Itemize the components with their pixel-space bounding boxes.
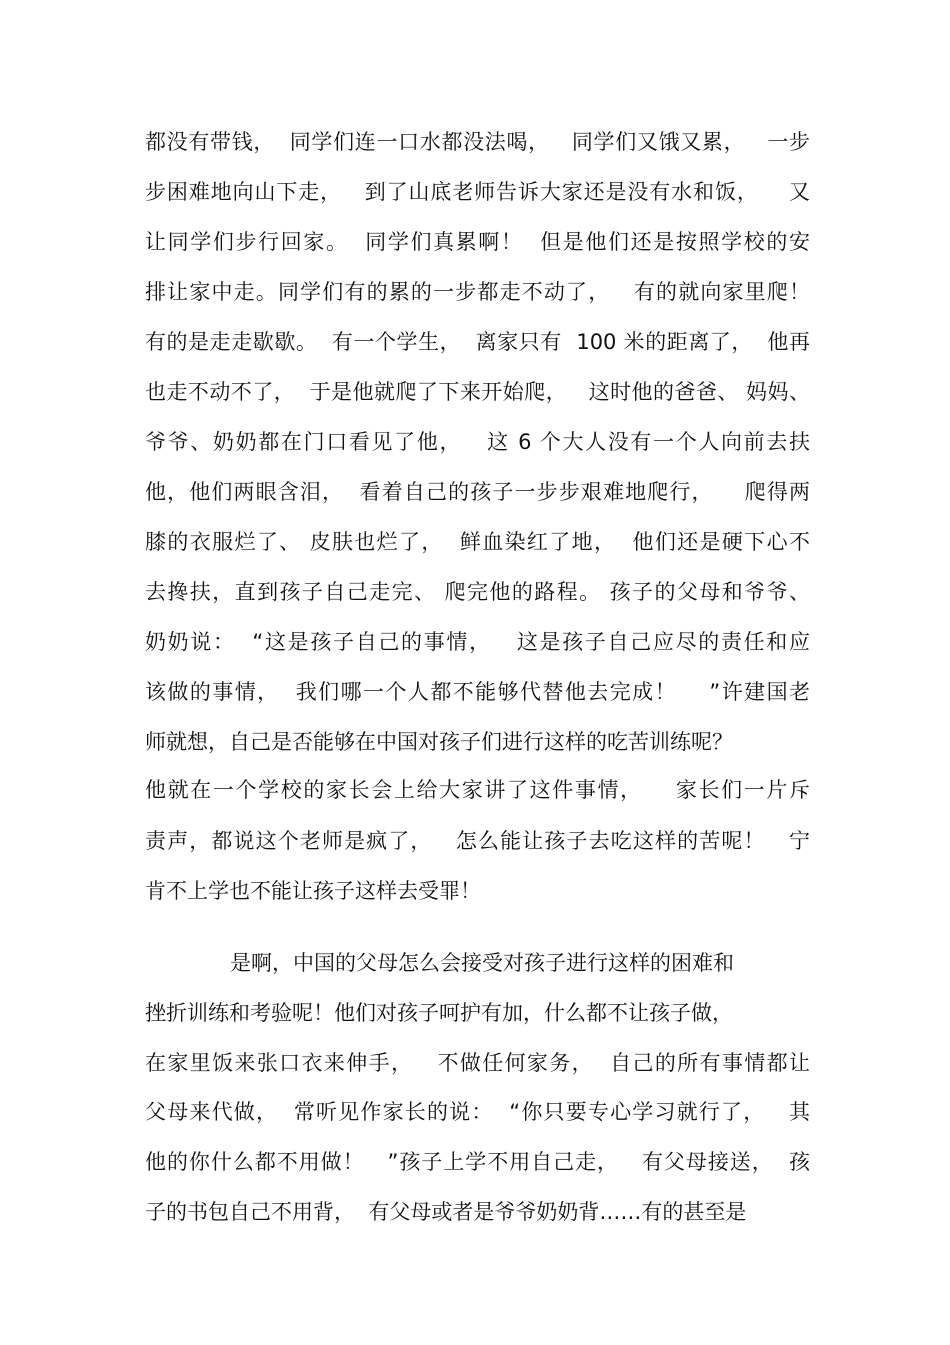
paragraph-1-line-3: 让同学们步行回家。 同学们真累啊！ 但是他们还是按照学校的安 bbox=[145, 230, 810, 254]
paragraph-1-line-4: 排让家中走。同学们有的累的一步都走不动了， 有的就向家里爬！ bbox=[145, 280, 810, 304]
paragraph-1-line-1: 都没有带钱， 同学们连一口水都没法喝， 同学们又饿又累， 一步 bbox=[145, 130, 810, 154]
paragraph-1-line-15: 责声，都说这个老师是疯了， 怎么能让孩子去吃这样的苦呢！ 宁 bbox=[145, 829, 810, 853]
paragraph-1-line-7: 爷爷、奶奶都在门口看见了他， 这 6 个大人没有一个人向前去扶 bbox=[145, 430, 810, 454]
paragraph-1-line-6: 也走不动不了， 于是他就爬了下来开始爬， 这时他的爸爸、 妈妈、 bbox=[145, 380, 810, 404]
paragraph-1-line-8: 他，他们两眼含泪， 看着自己的孩子一步步艰难地爬行， 爬得两 bbox=[145, 480, 810, 504]
paragraph-1-line-2: 步困难地向山下走， 到了山底老师告诉大家还是没有水和饭， 又 bbox=[145, 180, 810, 204]
paragraph-2-line-4: 父母来代做， 常听见作家长的说： “你只要专心学习就行了， 其 bbox=[145, 1100, 810, 1124]
paragraph-1-line-14: 他就在一个学校的家长会上给大家讲了这件事情， 家长们一片斥 bbox=[145, 778, 810, 802]
paragraph-1-line-13: 师就想，自己是否能够在中国对孩子们进行这样的吃苦训练呢？ bbox=[145, 730, 733, 754]
paragraph-2-line-3: 在家里饭来张口衣来伸手， 不做任何家务， 自己的所有事情都让 bbox=[145, 1051, 810, 1075]
paragraph-1-line-5: 有的是走走歇歇。 有一个学生， 离家只有 100 米的距离了， 他再 bbox=[145, 330, 810, 354]
paragraph-1-line-12: 该做的事情， 我们哪一个人都不能够代替他去完成！ ”许建国老 bbox=[145, 680, 810, 704]
paragraph-1-line-9: 膝的衣服烂了、 皮肤也烂了， 鲜血染红了地， 他们还是硬下心不 bbox=[145, 530, 810, 554]
paragraph-2-line-5: 他的你什么都不用做！ ”孩子上学不用自己走， 有父母接送， 孩 bbox=[145, 1150, 810, 1174]
paragraph-2-line-1: 是啊，中国的父母怎么会接受对孩子进行这样的困难和 bbox=[230, 951, 734, 975]
paragraph-1-line-16: 肯不上学也不能让孩子这样去受罪！ bbox=[145, 879, 481, 903]
paragraph-1-line-10: 去搀扶，直到孩子自己走完、 爬完他的路程。 孩子的父母和爷爷、 bbox=[145, 580, 810, 604]
paragraph-2-line-6: 子的书包自己不用背， 有父母或者是爷爷奶奶背……有的甚至是 bbox=[145, 1200, 747, 1224]
paragraph-2-line-2: 挫折训练和考验呢！他们对孩子呵护有加，什么都不让孩子做， bbox=[145, 1001, 733, 1025]
paragraph-1-line-11: 奶奶说： “这是孩子自己的事情， 这是孩子自己应尽的责任和应 bbox=[145, 630, 810, 654]
